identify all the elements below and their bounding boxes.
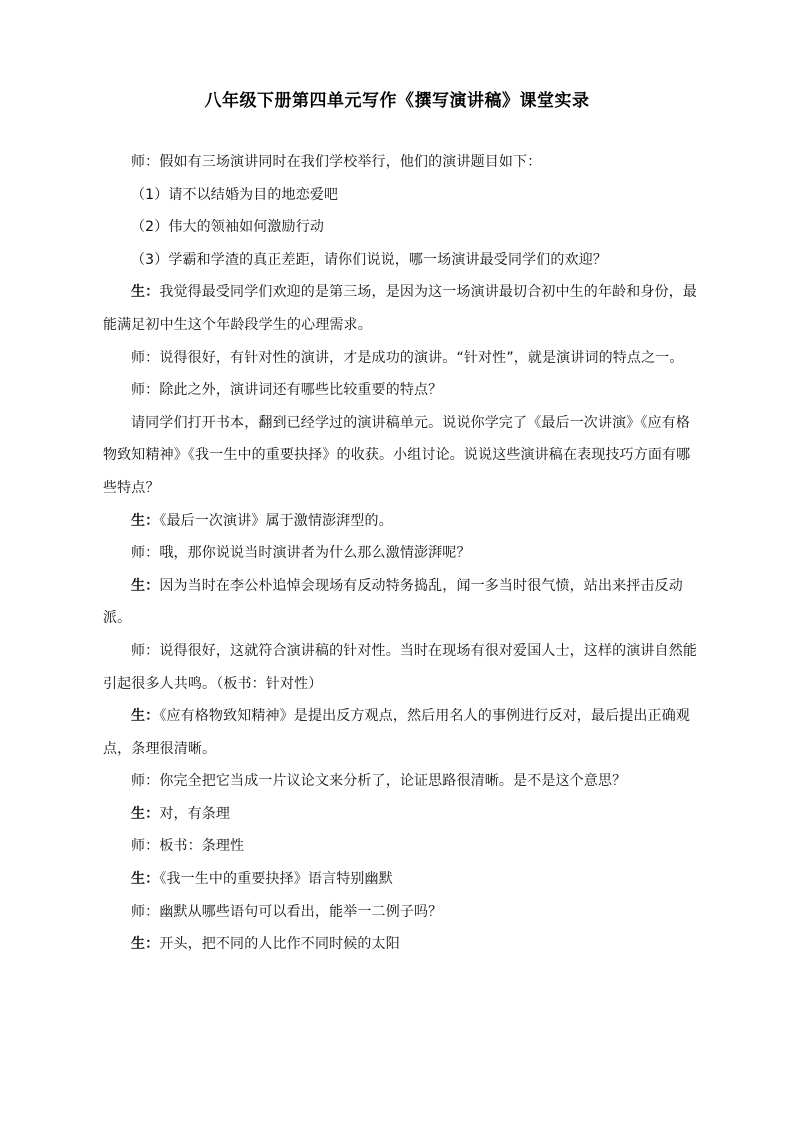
speaker-label: 生： (131, 936, 160, 953)
paragraph (103, 700, 701, 765)
speaker-label: 生： (131, 284, 160, 301)
paragraph-text: 《最后一次演讲》属于激情澎湃型的。 (159, 512, 393, 529)
paragraph-text: 幽默从哪些语句可以看出，能举一二例子吗？ (159, 903, 443, 920)
speaker-label: 生： (131, 805, 160, 822)
paragraph-text: 说得很好，这就符合演讲稿的针对性。当时在现场有很对爱国人士，这样的演讲自然能引起很多人共鸣。（板书：针对性） (103, 642, 698, 692)
paragraph (103, 276, 701, 341)
speaker-label: 生： (131, 512, 160, 529)
speaker-label: 生： (131, 871, 160, 888)
paragraph-text: 说得很好，有针对性的演讲，才是成功的演讲。“针对性”，就是演讲词的特点之一。 (159, 349, 684, 366)
paragraph (103, 798, 701, 831)
speaker-label: 生： (131, 577, 160, 594)
paragraph-text: 假如有三场演讲同时在我们学校举行，他们的演讲题目如下： (159, 154, 542, 170)
paragraph (103, 537, 701, 570)
paragraph-text: 因为当时在李公朴追悼会现场有反动特务捣乱，闻一多当时很气愤，站出来抨击反动派。 (103, 577, 683, 627)
paragraph-text: 板书：条理性 (159, 838, 245, 855)
speaker-label: 师： (131, 349, 160, 366)
paragraph (103, 211, 701, 244)
paragraph (103, 244, 701, 277)
speaker-label: 师： (131, 773, 160, 790)
paragraph (103, 830, 701, 863)
document-title: 八年级下册第四单元写作《撰写演讲稿》课堂实录 (204, 91, 590, 111)
paragraph-text: 哦，那你说说当时演讲者为什么那么激情澎湃呢？ (159, 545, 471, 562)
speaker-label: 师： (131, 903, 160, 920)
paragraph (103, 374, 701, 407)
paragraph (103, 407, 701, 505)
paragraph-text: 除此之外，演讲词还有哪些比较重要的特点？ (159, 382, 443, 399)
paragraph (103, 505, 701, 538)
paragraph (103, 146, 701, 179)
speaker-label: 师： (131, 838, 160, 855)
transcript-body (103, 146, 701, 961)
paragraph-text: 开头，把不同的人比作不同时候的太阳 (159, 936, 400, 953)
speaker-label: 师： (131, 642, 160, 659)
paragraph-text: 我觉得最受同学们欢迎的是第三场，是因为这一场演讲最切合初中生的年龄和身份，最能满足初中生这个年龄段学生的心理需求。 (103, 284, 698, 333)
paragraph (103, 765, 701, 798)
speaker-label: 师： (131, 382, 160, 399)
speaker-label: 生： (131, 708, 160, 725)
paragraph-text: 《应有格物致知精神》是提出反方观点，然后用名人的事例进行反对，最后提出正确观点，条理很清晰。 (103, 708, 691, 757)
paragraph (103, 863, 701, 896)
paragraph-text: 你完全把它当成一片议论文来分析了，论证思路很清晰。是不是这个意思？ (159, 773, 627, 790)
paragraph-text: 请同学们打开书本，翻到已经学过的演讲稿单元。说说你学完了《最后一次讲演》《应有格物致知精神》《我一生中的重要抉择》的收获。小组讨论。说说这些演讲稿在表现技巧方面有哪些特点？ (103, 414, 691, 496)
speaker-label: 师： (131, 154, 160, 170)
paragraph (103, 896, 701, 929)
list-item-text: （1）请不以结婚为目的地恋爱吧 (131, 186, 339, 203)
paragraph (103, 570, 701, 635)
paragraph (103, 179, 701, 212)
paragraph (103, 928, 701, 961)
list-item-text: （3）学霸和学渣的真正差距，请你们说说，哪一场演讲最受同学们的欢迎？ (131, 251, 608, 268)
paragraph (103, 342, 701, 375)
list-item-text: （2）伟大的领袖如何激励行动 (131, 219, 325, 236)
paragraph (103, 635, 701, 700)
speaker-label: 师： (131, 545, 160, 562)
paragraph-text: 对，有条理 (159, 805, 231, 822)
paragraph-text: 《我一生中的重要抉择》语言特别幽默 (159, 871, 393, 888)
